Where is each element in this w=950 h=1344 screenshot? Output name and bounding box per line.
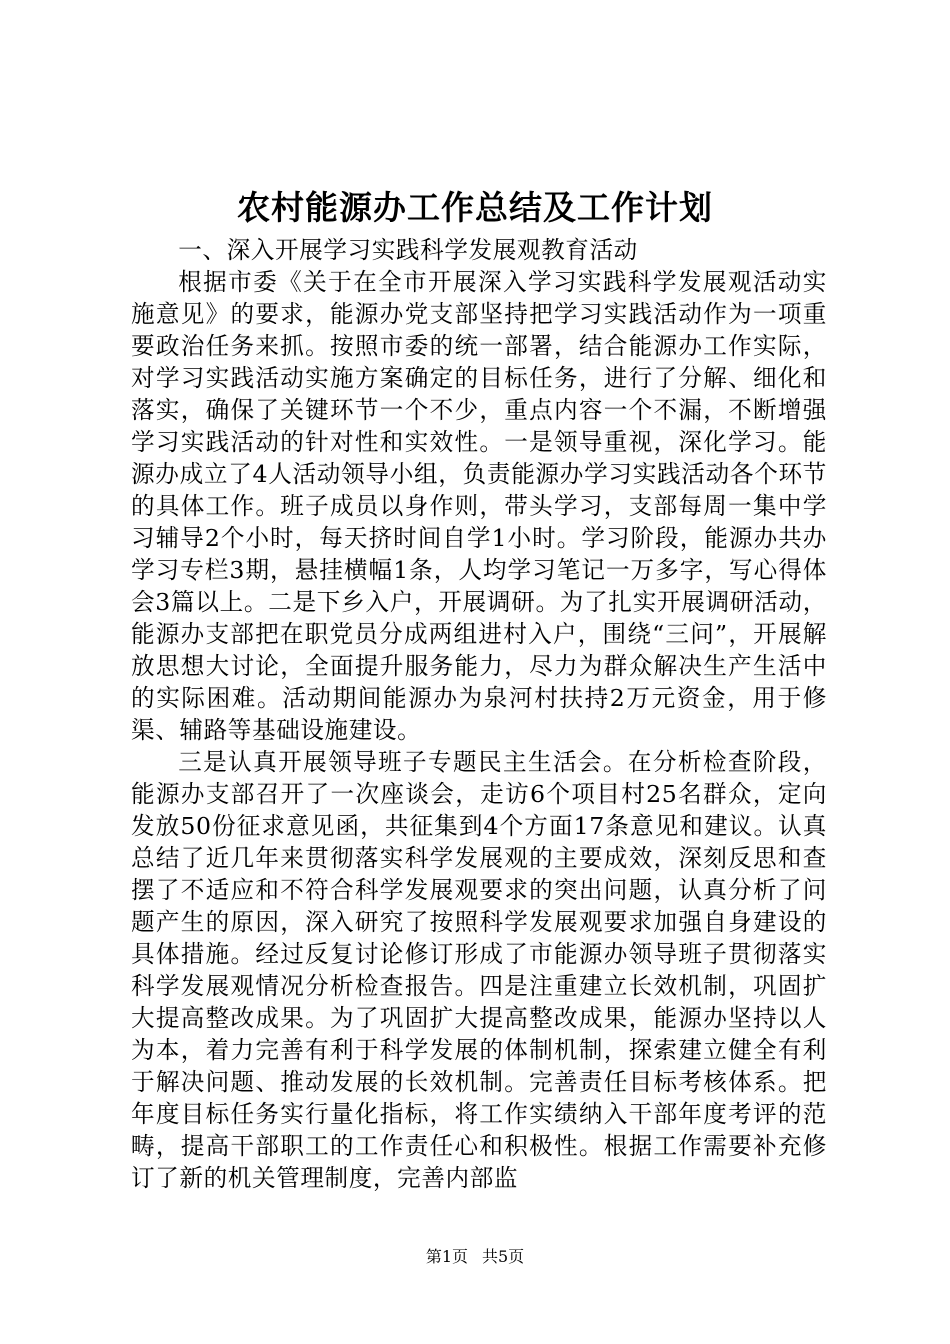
page-footer xyxy=(0,1247,950,1267)
paragraph-2: 三是认真开展领导班子专题民主生活会。在分析检查阶段，能源办支部召开了一次座谈会，走访6个项目村25名群众，定向发放50份征求意见函，共征集到4个方面17条意见和建议。认真总结了近几年来贯彻落实科学发展观的主要成效，深刻反思和查摆了不适应和不符合科学发展观要求的突出问题，认真分析了问题产生的原因，深入研究了按照科学发展观要求加强自身建设的具体措施。经过反复讨论修订形成了市能源办领导班子贯彻落实科学发展观情况分析检查报告。四是注重建立长效机制，巩固扩大提高整改成果。为了巩固扩大提高整改成果，能源办坚持以人为本，着力完善有利于科学发展的体制机制，探索建立健全有利于解决问题、推动发展的长效机制。完善责任目标考核体系。把年度目标任务实行量化指标，将工作实绩纳入干部年度考评的范畴，提高干部职工的工作责任心和积极性。根据工作需要补充修订了新的机关管理制度，完善内部监 xyxy=(131,748,827,1192)
paragraph-1: 根据市委《关于在全市开展深入学习实践科学发展观活动实施意见》的要求，能源办党支部坚持把学习实践活动作为一项重要政治任务来抓。按照市委的统一部署，结合能源办工作实际，对学习实践活动实施方案确定的目标任务，进行了分解、细化和落实，确保了关键环节一个不少，重点内容一个不漏，不断增强学习实践活动的针对性和实效性。一是领导重视，深化学习。能源办成立了4人活动领导小组，负责能源办学习实践活动各个环节的具体工作。班子成员以身作则，带头学习，支部每周一集中学习辅导2个小时，每天挤时间自学1小时。学习阶段，能源办共办学习专栏3期，悬挂横幅1条，人均学习笔记一万多字，写心得体会3篇以上。二是下乡入户，开展调研。为了扎实开展调研活动，能源办支部把在职党员分成两组进村入户，围绕“三问”，开展解放思想大讨论，全面提升服务能力，尽力为群众解决生产生活中的实际困难。活动期间能源办为泉河村扶持2万元资金，用于修渠、辅路等基础设施建设。 xyxy=(131,268,827,744)
page-total: 共5页 xyxy=(482,1247,525,1266)
document-title: 农村能源办工作总结及工作计划 xyxy=(237,188,713,227)
page-number: 第1页 xyxy=(425,1247,468,1266)
document-body xyxy=(131,234,827,1194)
section-heading: 一、深入开展学习实践科学发展观教育活动 xyxy=(178,236,638,264)
